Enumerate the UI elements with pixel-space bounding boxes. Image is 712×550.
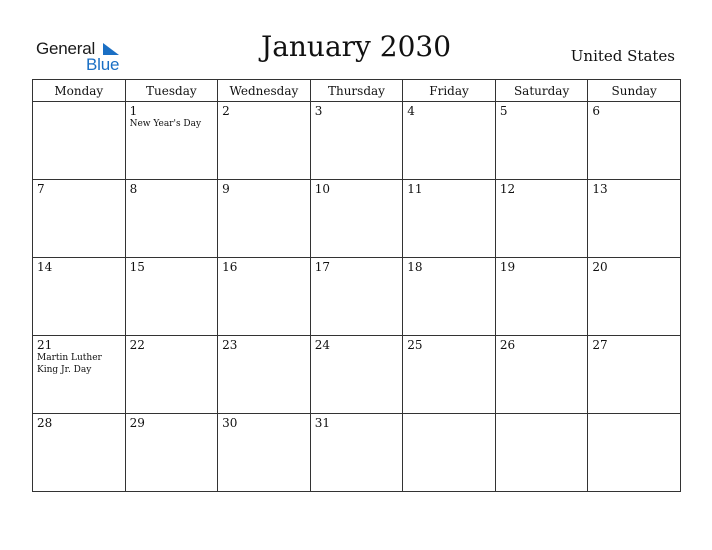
day-cell xyxy=(588,180,681,258)
day-number: 29 xyxy=(129,416,145,430)
day-cell xyxy=(495,180,588,258)
day-cell xyxy=(495,336,588,414)
weekday-header: Sunday xyxy=(588,80,681,102)
day-number: 27 xyxy=(592,338,608,352)
day-cell xyxy=(588,102,681,180)
logo-text-blue: Blue xyxy=(86,55,120,74)
day-number: 6 xyxy=(592,104,601,118)
week-row xyxy=(33,336,681,414)
calendar-grid xyxy=(32,79,681,492)
week-row xyxy=(33,102,681,180)
day-cell xyxy=(125,258,218,336)
day-cell xyxy=(33,414,126,492)
day-number: 16 xyxy=(222,260,238,274)
day-cell xyxy=(125,180,218,258)
day-number: 20 xyxy=(592,260,608,274)
day-number: 13 xyxy=(592,182,608,196)
day-number: 4 xyxy=(407,104,415,118)
day-cell xyxy=(495,258,588,336)
day-number: 14 xyxy=(37,260,53,274)
day-number: 7 xyxy=(37,182,45,196)
day-number: 1 xyxy=(129,104,138,118)
day-cell xyxy=(218,102,311,180)
calendar-title: January 2030 xyxy=(260,30,452,63)
day-number: 28 xyxy=(37,416,53,430)
day-number: 22 xyxy=(129,338,145,352)
day-cell xyxy=(33,336,126,414)
weekday-header: Thursday xyxy=(310,80,403,102)
day-cell xyxy=(588,258,681,336)
day-cell xyxy=(495,414,588,492)
holiday-label: Martin Luther King Jr. Day xyxy=(37,353,102,375)
day-cell xyxy=(310,414,403,492)
day-number: 31 xyxy=(314,416,330,430)
day-cell xyxy=(403,336,496,414)
day-number: 26 xyxy=(499,338,516,352)
week-row xyxy=(33,414,681,492)
day-cell xyxy=(588,414,681,492)
day-cell xyxy=(495,102,588,180)
holiday-label: New Year's Day xyxy=(129,119,202,129)
day-cell xyxy=(588,336,681,414)
day-cell xyxy=(310,258,403,336)
day-cell xyxy=(33,258,126,336)
day-number: 24 xyxy=(314,338,330,352)
day-number: 10 xyxy=(314,182,330,196)
day-cell xyxy=(310,102,403,180)
week-row xyxy=(33,180,681,258)
day-cell xyxy=(310,180,403,258)
day-cell xyxy=(218,336,311,414)
day-number: 21 xyxy=(37,338,53,352)
weekday-header: Monday xyxy=(33,80,126,102)
day-cell xyxy=(403,414,496,492)
day-number: 3 xyxy=(314,104,323,118)
weekday-header: Wednesday xyxy=(218,80,311,102)
logo-text-general: General xyxy=(36,39,96,58)
week-row xyxy=(33,258,681,336)
day-number: 8 xyxy=(129,182,138,196)
day-cell xyxy=(403,102,496,180)
day-number: 18 xyxy=(407,260,423,274)
day-cell xyxy=(218,258,311,336)
day-cell xyxy=(125,102,218,180)
day-number: 17 xyxy=(314,260,330,274)
day-cell xyxy=(403,180,496,258)
day-number: 11 xyxy=(407,182,423,196)
weekday-header: Tuesday xyxy=(125,80,218,102)
day-cell xyxy=(33,102,126,180)
day-cell xyxy=(33,180,126,258)
day-cell xyxy=(125,414,218,492)
day-number: 30 xyxy=(222,416,238,430)
weekday-header-row xyxy=(33,80,681,102)
day-number: 25 xyxy=(407,338,423,352)
country-label: United States xyxy=(570,47,675,65)
day-number: 23 xyxy=(222,338,238,352)
day-number: 19 xyxy=(499,260,516,274)
day-cell xyxy=(218,414,311,492)
day-cell xyxy=(218,180,311,258)
day-number: 5 xyxy=(499,104,508,118)
day-cell xyxy=(125,336,218,414)
day-number: 9 xyxy=(222,182,230,196)
day-cell xyxy=(310,336,403,414)
weekday-header: Saturday xyxy=(495,80,588,102)
day-number: 2 xyxy=(222,104,230,118)
day-number: 15 xyxy=(129,260,145,274)
weekday-header: Friday xyxy=(403,80,496,102)
day-number: 12 xyxy=(499,182,516,196)
day-cell xyxy=(403,258,496,336)
